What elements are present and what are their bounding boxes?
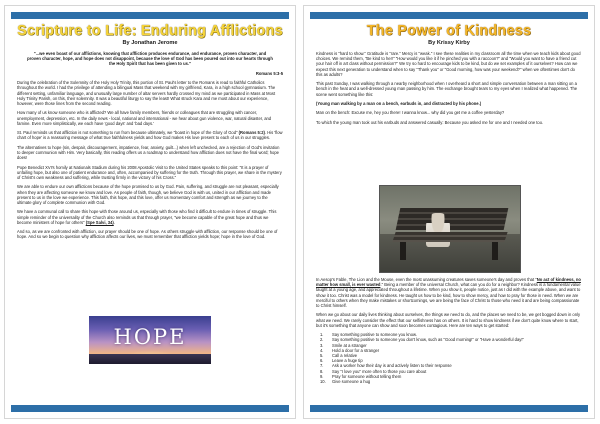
paragraph: During the celebration of the Solemnity of the Holy Holy Trinity, this portion of St. Paul's letter to the Romans is read to faithful Catholics throughout the world. I had the privilege of attending a bilingual Mass that weekend with my girlfriend, Kara, in a high school gymnasium. The different setting, unfamiliar language, and unusually large number of altar servers hardly crossed my mind as we participated in Mass at Most Holy Trinity Parish, on this, their solemnity. It was a beautiful liturgy to say the least! What struck Kara and me most about our experience, however, were those lines from the second reading. xyxy=(17,80,276,106)
paragraph: And so, as we are confronted with affliction, our prayer should be one of hope. As others struggle with affliction, our response should be one of hope. And so we begin to question why affliction affects our lives, we must remember that affliction yields hope; hope in the love of God. xyxy=(17,229,278,240)
paragraph xyxy=(17,209,283,225)
inline-reference: (Spe Salvi, 34) xyxy=(85,219,114,225)
paragraph: This past Sunday, I was walking through a nearby neighborhood when I overheard a short and simple conversation between a man sitting on a bench in the heat and a well-dressed young man passing by him. The exchange brought tears to my eyes when I realized what happened. The scene went something like this: xyxy=(316,81,578,97)
top-blue-bar xyxy=(310,12,588,19)
article-body xyxy=(17,51,283,244)
hope-sunrise-image xyxy=(89,316,211,364)
list-number: 1. xyxy=(320,332,324,338)
paragraph-text: St. Paul reminds us that affliction is not something to run from because ultimately, we "boast in hope of the Glory of God" xyxy=(17,130,239,136)
bench-backrest xyxy=(396,208,509,230)
list-text: Say something positive to someone you know. xyxy=(332,332,417,338)
dialogue-line: Man on the bench: Excuse me, hey you there! I wanna know... why did you get me a coffee yesterday? xyxy=(316,110,505,116)
paragraph-text: . His 'flow chart of hope' is a reassuring message of what true faithfulness yields and how God makes His love present to each of us in our struggles. xyxy=(17,130,283,141)
paragraph xyxy=(316,277,582,308)
list-number: 9. xyxy=(320,373,324,379)
scripture-reference: Romans 5:3-5 xyxy=(255,70,283,76)
top-blue-bar xyxy=(11,12,289,19)
left-newsletter-page xyxy=(4,5,296,419)
list-text: Give someone a hug xyxy=(332,379,371,385)
list-number: 6. xyxy=(320,358,324,364)
paragraph xyxy=(17,130,283,140)
inline-reference: (Romans 5:2) xyxy=(238,130,265,136)
list-text: Call a relative xyxy=(332,353,358,359)
bench-photo xyxy=(379,185,521,273)
paragraph: When we go about our daily lives thinking about ourselves, the things we need to do, and the places we need to be, we get bogged down in only what we need. We rarely consider the effect that our selfishness has on others. It is hard to show kindness if we don't quite know where to start, but it's something that anyone can show and soon becomes contagious. Here are ten ways to get started: xyxy=(316,312,581,328)
bench-leg xyxy=(400,242,406,260)
list-number: 7. xyxy=(320,363,324,369)
list-item xyxy=(320,379,582,384)
list-text: Pray for someone without telling them xyxy=(332,373,402,379)
article-body xyxy=(316,51,582,129)
paragraph: The alternatives to hope (sin, despair, discouragement, impatience, fear, anxiety, guilt...) when left unchecked, are a rejection of God's invitation to deeper communion with Him. Very basically, this reading offers us a roadmap to understand how affliction does not have the final word; hope does! xyxy=(17,144,280,161)
article-byline: By Jonathan Jerome xyxy=(122,40,178,46)
paragraph: Pope Benedict XVI's homily at Nationals Stadium during his 2008 Apostolic Visit to the United States speaks to this point: "It is a prayer of unfailing hope, but also one of patient endurance and, often, accompanied by suffering for the truth. Through this prayer, we share in the mystery of Christ's own weakness and suffering, while trusting firmly in the victory of his Cross." xyxy=(17,164,282,180)
list-text: Smile at a stranger xyxy=(332,342,367,348)
list-number: 2. xyxy=(320,337,324,343)
paragraph: Kindness is "hard to show." Gratitude is "rare." Mercy is "weak." I see these realities in my classroom all the time when we teach kids about good choices. We remind them, "Be kind to her!" "How would you like it if he pinched you with a raccoon?" and "Would you want to have a friend cut your hair off in art class without permission?" We try so hard to encourage kids to be kind, but do we set examples of it ourselves? How can we expect this next generation to understand when to say "Thank you" or "Good morning, how was your weekend?" when we oftentimes don't do this as adults? xyxy=(316,51,581,77)
article-title: Scripture to Life: Enduring Afflictions xyxy=(17,23,283,39)
right-newsletter-page xyxy=(303,5,595,419)
article-title: The Power of Kindness xyxy=(366,23,532,39)
hope-word: HOPE xyxy=(113,325,187,349)
list-text: Say something positive to someone you don't know, such as "Good morning!" or "Have a wonderful day!" xyxy=(332,337,524,343)
list-number: 4. xyxy=(320,347,324,353)
bottom-blue-bar xyxy=(310,405,588,412)
list-text: Say "I love you" more often to those you care about xyxy=(332,368,427,374)
paragraph: We are able to endure our own afflictions because of the hope promised to us by God. Pain, suffering, and struggle are not pleasant, especially when they are affecting someone we know and love. As people of faith, though, we believe God is with us, united in our affliction and made present to us in the love we experience. This faith, this hope, and this love, offer us momentary comfort and strength as we journey to the ultimate glory of complete communion with God. xyxy=(17,184,279,205)
list-number: 10. xyxy=(320,379,326,385)
paragraph-text: We have a communal call to share this hope with those around us, especially with those who find it difficult to endure in times of struggle. This simple reminder of the universality of the Church also reminds us that through prayer, "we become capable of the great hope and thus we become ministers of hope for others" xyxy=(17,209,277,225)
list-number: 3. xyxy=(320,342,324,348)
paragraph-text: . xyxy=(113,219,115,225)
kindness-list xyxy=(320,332,582,384)
bench-leg xyxy=(492,242,498,260)
list-text: Hold a door for a stranger xyxy=(332,347,380,353)
article-byline: By Krissy Kirby xyxy=(428,40,470,46)
list-text: Leave a huge tip xyxy=(332,358,363,364)
paragraph-text: In Aesop's Fable, The Lion and the Mouse, even the most unassuming creatures saves someone's day and proves that " xyxy=(316,277,537,282)
bench-seat xyxy=(392,232,507,242)
quote-link[interactable]: No act of kindness, no matter how small, is ever wasted xyxy=(316,277,581,288)
scripture-quote: "...we even boast of our afflictions, knowing that affliction produces endurance, and endurance, proven character, and proven character, hope, and hope does not disappoint, because the love of God has been poured out into our hearts through the Holy Spirit that has been given to us." xyxy=(27,51,273,67)
paragraph: How many of us know someone who is afflicted? We all have family members, friends or colleagues that are struggling with cancer, unemployment, depression, etc. In the daily news - local, national and international - we hear about gun violence, war, natural disaster, and famine. Even more simplistically, we each have 'good days' and 'bad days.' xyxy=(17,110,272,126)
scene-direction: (Young man walking by a man on a bench, earbuds in, and distracted by his phone.) xyxy=(316,101,482,106)
bottom-blue-bar xyxy=(11,405,289,412)
list-text: Ask a worker how their day is and actively listen to their response xyxy=(332,363,452,369)
dialogue-line: To which the young man took out his earbuds and answered casually: Because you asked me for one and I needed one too. xyxy=(316,119,544,125)
paragraph-text: ." Being a member of the universal Church, what can you do for a neighbor? Kindness is a fundamental value taught at a young age, and appreciated throughout a lifetime. When you show it, people notice, just as I did with the example above, and want to show it too. Christ was a model for kindness. He taught us how to be kind, how to show mercy, and how to pray for those in need. When we are merciful to others when they make mistakes or shortcomings, we are being the face of Christ to those who need it and are being compassionate to Christ himself. xyxy=(316,282,581,309)
list-number: 8. xyxy=(320,368,324,374)
list-number: 5. xyxy=(320,353,324,359)
horizon-ground xyxy=(89,354,211,364)
article-body-continued xyxy=(316,277,582,384)
